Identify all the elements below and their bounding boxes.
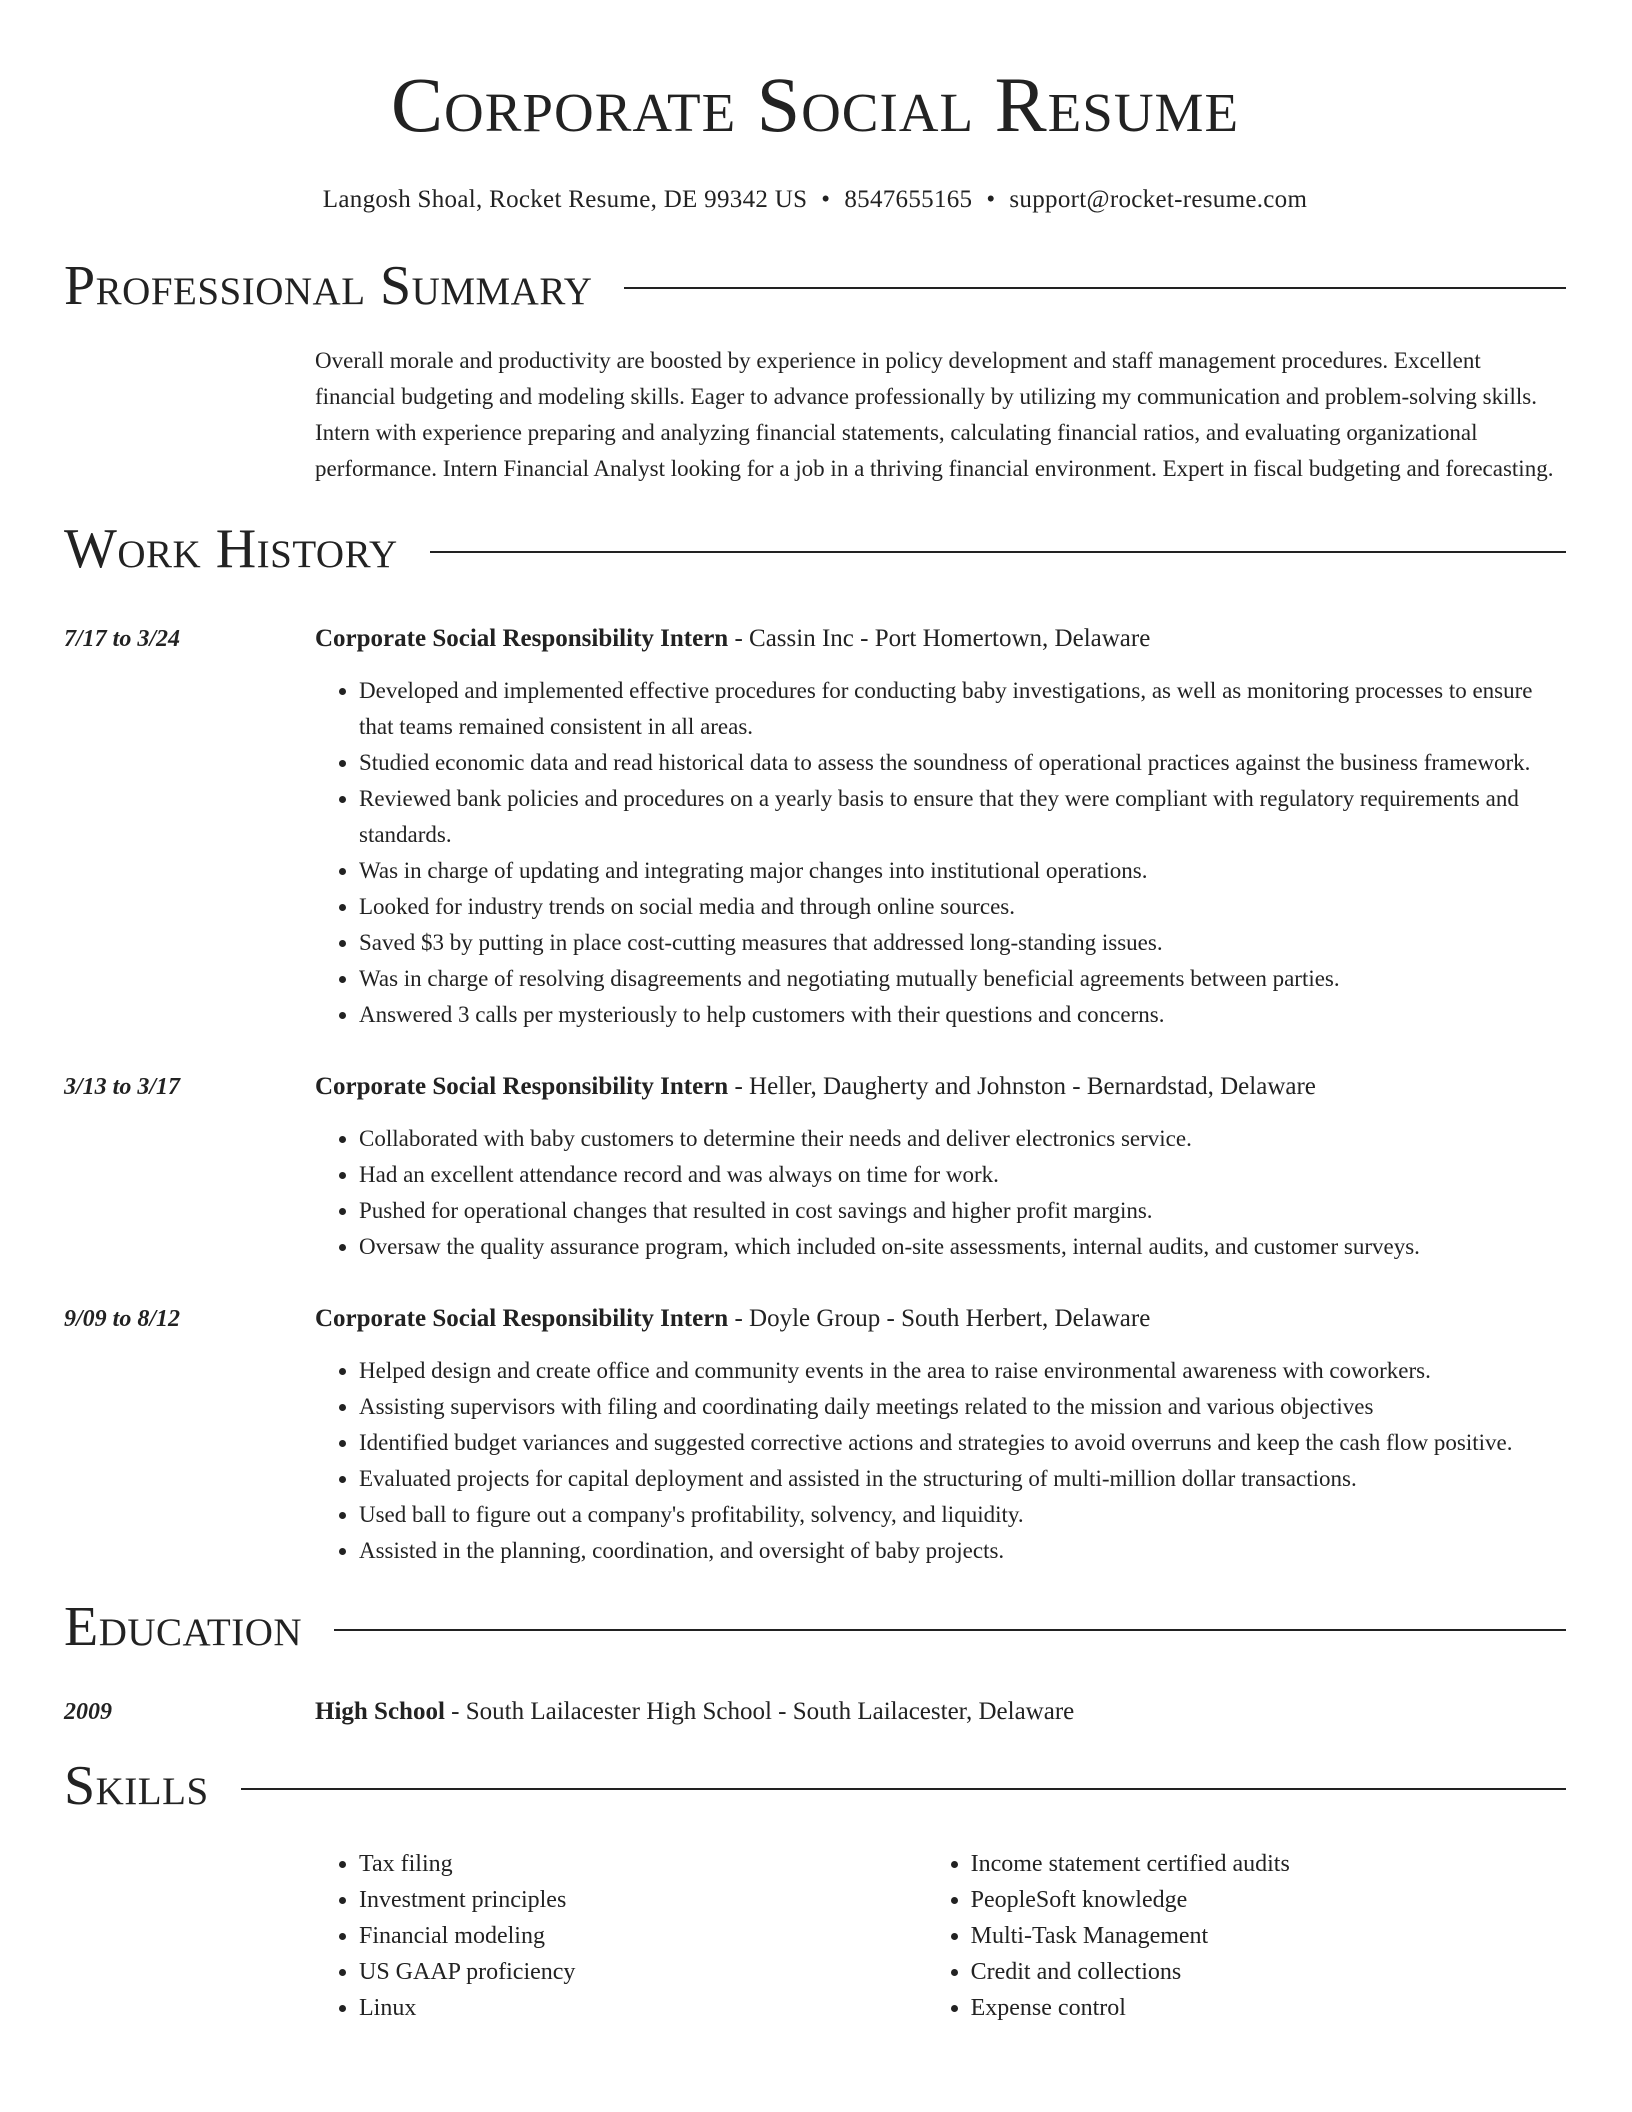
education-details: - South Lailacester High School - South Lailacester, Delaware <box>444 1698 1075 1726</box>
job-title: Corporate Social Responsibility Intern <box>315 1072 729 1100</box>
education-line <box>315 1694 1566 1730</box>
section-divider <box>241 1788 1566 1790</box>
contact-separator: • <box>986 185 996 213</box>
skill-item: • Tax filing <box>359 1846 927 1882</box>
section-divider <box>334 1629 1566 1631</box>
section-divider <box>430 551 1566 553</box>
skills-column <box>927 1846 1566 2026</box>
job-details: - Heller, Daugherty and Johnston - Bernardstad, Delaware <box>728 1072 1316 1100</box>
job-bullet: • Pushed for operational changes that resulted in cost savings and higher profit margins. <box>359 1193 1566 1229</box>
job-bullet: • Developed and implemented effective procedures for conducting baby investigations, as well as monitoring processes to ensure that teams remained consistent in all areas. <box>359 673 1566 745</box>
job-bullet: • Oversaw the quality assurance program, which included on-site assessments, internal audits, and customer surveys. <box>359 1229 1566 1265</box>
job-bullet: • Was in charge of updating and integrating major changes into institutional operations. <box>359 853 1566 889</box>
contact-email: support@rocket-resume.com <box>1009 185 1308 213</box>
job-title-line <box>315 1069 1566 1105</box>
education-heading: Education <box>64 1595 303 1658</box>
skills-heading: Skills <box>64 1755 209 1818</box>
skills-list <box>315 1846 1566 2026</box>
contact-separator: • <box>821 185 831 213</box>
skills-column <box>315 1846 927 2026</box>
job-details: - Cassin Inc - Port Homertown, Delaware <box>728 624 1151 652</box>
summary-heading: Professional Summary <box>64 254 593 317</box>
job-bullets <box>315 673 1566 1033</box>
skill-item: • Income statement certified audits <box>971 1846 1566 1882</box>
skill-item: • Linux <box>359 1990 927 2026</box>
job-bullets <box>315 1353 1566 1569</box>
contact-address: Langosh Shoal, Rocket Resume, DE 99342 US <box>322 185 808 213</box>
job-title: Corporate Social Responsibility Intern <box>315 624 729 652</box>
job-title-line <box>315 1301 1566 1337</box>
job-bullet: • Was in charge of resolving disagreements and negotiating mutually beneficial agreements between parties. <box>359 961 1566 997</box>
summary-section-header <box>64 256 1566 318</box>
skill-item: • US GAAP proficiency <box>359 1954 927 1990</box>
skills-section-header <box>64 1756 1566 1818</box>
resume-name: Corporate Social Resume <box>390 61 1240 148</box>
job-bullet: • Assisted in the planning, coordination, and oversight of baby projects. <box>359 1533 1566 1569</box>
education-section-header <box>64 1597 1566 1659</box>
job-bullet: • Saved $3 by putting in place cost-cutting measures that addressed long-standing issues. <box>359 925 1566 961</box>
skill-item: • Multi-Task Management <box>971 1918 1566 1954</box>
job-bullet: • Had an excellent attendance record and was always on time for work. <box>359 1157 1566 1193</box>
job-entry <box>64 1301 1566 1569</box>
resume-page <box>64 0 1566 2026</box>
summary-text: Overall morale and productivity are boosted by experience in policy development and staff management procedures. Excellent financial budgeting and modeling skills. Eager to advance professionally by utilizing my communication and problem-solving skills. Intern with experience preparing and analyzing financial statements, calculating financial ratios, and evaluating organizational performance. Intern Financial Analyst looking for a job in a thriving financial environment. Expert in fiscal budgeting and forecasting. <box>315 348 1554 482</box>
skill-item: • Investment principles <box>359 1882 927 1918</box>
skill-item: • Expense control <box>971 1990 1566 2026</box>
job-details: - Doyle Group - South Herbert, Delaware <box>728 1304 1151 1332</box>
contact-phone: 8547655165 <box>844 185 973 213</box>
job-bullet: • Identified budget variances and suggested corrective actions and strategies to avoid overruns and keep the cash flow positive. <box>359 1425 1566 1461</box>
work-heading: Work History <box>64 518 398 581</box>
contact-line <box>64 186 1566 214</box>
job-bullet: • Used ball to figure out a company's profitability, solvency, and liquidity. <box>359 1497 1566 1533</box>
skill-item: • Financial modeling <box>359 1918 927 1954</box>
job-dates: 9/09 to 8/12 <box>64 1305 181 1332</box>
job-entry <box>64 621 1566 1033</box>
education-degree: High School <box>315 1698 445 1726</box>
job-dates: 7/17 to 3/24 <box>64 625 181 652</box>
job-entry <box>64 1069 1566 1265</box>
education-year: 2009 <box>64 1699 112 1726</box>
job-bullets <box>315 1121 1566 1265</box>
job-bullet: • Helped design and create office and community events in the area to raise environmental awareness with coworkers. <box>359 1353 1566 1389</box>
job-bullet: • Assisting supervisors with filing and coordinating daily meetings related to the mission and various objectives <box>359 1389 1566 1425</box>
skill-item: • Credit and collections <box>971 1954 1566 1990</box>
job-bullet: • Evaluated projects for capital deployment and assisted in the structuring of multi-million dollar transactions. <box>359 1461 1566 1497</box>
job-title: Corporate Social Responsibility Intern <box>315 1304 729 1332</box>
skill-item: • PeopleSoft knowledge <box>971 1882 1566 1918</box>
job-dates: 3/13 to 3/17 <box>64 1073 181 1100</box>
job-bullet: • Studied economic data and read historical data to assess the soundness of operational practices against the business framework. <box>359 745 1566 781</box>
job-bullet: • Reviewed bank policies and procedures on a yearly basis to ensure that they were compliant with regulatory requirements and standards. <box>359 781 1566 853</box>
education-entry <box>64 1694 1566 1730</box>
job-bullet: • Collaborated with baby customers to determine their needs and deliver electronics service. <box>359 1121 1566 1157</box>
work-section-header <box>64 519 1566 581</box>
job-bullet: • Answered 3 calls per mysteriously to help customers with their questions and concerns. <box>359 997 1566 1033</box>
job-bullet: • Looked for industry trends on social media and through online sources. <box>359 889 1566 925</box>
job-title-line <box>315 621 1566 657</box>
section-divider <box>624 287 1566 289</box>
